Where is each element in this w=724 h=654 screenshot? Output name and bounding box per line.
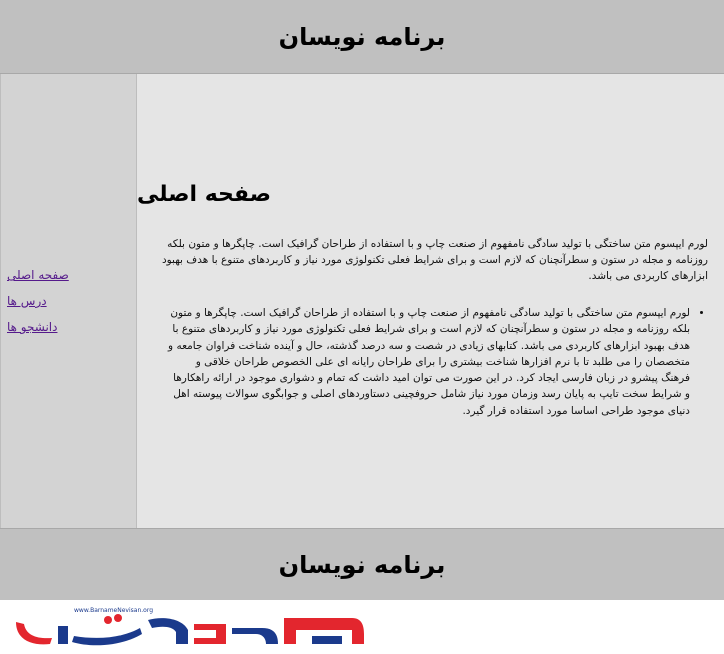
content-list [167, 305, 708, 419]
logo-shape-blue-tail [312, 636, 342, 644]
site-header [0, 0, 724, 74]
logo-shape-n [58, 626, 68, 644]
sidebar-nav [7, 267, 69, 345]
logo-dot-2 [114, 614, 122, 622]
page-title [137, 182, 724, 207]
sidebar-item-home [7, 267, 69, 293]
list-item: • لورم ایپسوم متن ساختگی با تولید سادگی نامفهوم از صنعت چاپ و با استفاده از طراحان گرافیک است. چاپگرها و متون بلکه روزنامه و مجله در ستون و سطرآنچنان که لازم است و برای شرایط فعلی تکنولوژی مورد نیاز و کاربردهای متنوع با هدف بهبود ابزارهای کاربردی می باشد. کتابهای زیادی در شصت و سه درصد گذشته، حال و آینده شناخت فراوان جامعه و متخصصان را می طلبد تا با نرم افزارها شناخت بیشتری را برای طراحان رایانه ای علی الخصوص طراحان خلاقی و فرهنگ پیشرو در زبان فارسی ایجاد کرد. در این صورت می توان امید داشت که تمام و دشواری موجود در ارائه راهکارها و شرایط سخت تایپ به پایان رسد وزمان مورد نیاز شامل حروفچینی دستاوردهای اصلی و جوابگوی سوالات پیوسته اهل دنیای موجود طراحی اساسا مورد استفاده قرار گیرد. [167, 305, 690, 419]
logo-dot-1 [104, 616, 112, 624]
sidebar-link-students[interactable]: دانشجو ها [7, 320, 58, 334]
logo-shape-blue-right [232, 628, 278, 644]
logo-url-text: www.BarnameNevisan.org [74, 607, 153, 614]
sidebar [0, 74, 137, 528]
intro-paragraph: لورم ایپسوم متن ساختگی با تولید سادگی نامفهوم از صنعت چاپ و با استفاده از طراحان گرافیک است. چاپگرها و متون بلکه روزنامه و مجله در ستون و سطرآنچنان که لازم است و برای شرایط فعلی تکنولوژی مورد نیاز و کاربردهای متنوع با هدف بهبود ابزارهای کاربردی می باشد. [161, 238, 708, 282]
footer-title: برنامه نویسان [278, 550, 446, 579]
sidebar-item-students [7, 319, 69, 345]
header-title: برنامه نویسان [278, 22, 446, 51]
logo-shape-mid [148, 618, 188, 644]
site-footer [0, 528, 724, 600]
sidebar-link-home[interactable]: صفحه اصلی [7, 268, 69, 282]
sidebar-item-courses [7, 293, 69, 319]
logo-shape-left [16, 622, 52, 644]
barnamenevisan-logo [12, 604, 367, 650]
sidebar-link-courses[interactable]: درس ها [7, 294, 47, 308]
logo-shape-swoosh [72, 628, 142, 645]
page-title-text: صفحه اصلی [137, 182, 271, 207]
main-content [137, 74, 724, 528]
logo-shape-red-mid [194, 624, 226, 644]
